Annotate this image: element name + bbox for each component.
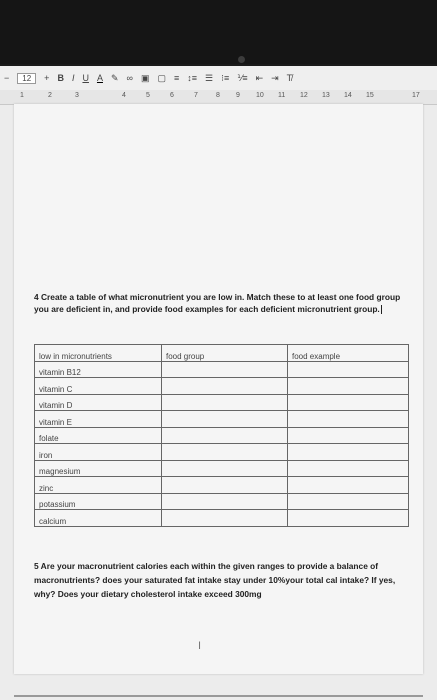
ruler-tick: 10	[256, 92, 264, 99]
table-cell[interactable]	[162, 510, 288, 527]
table-cell[interactable]	[162, 460, 288, 477]
table-cell[interactable]	[288, 444, 409, 461]
ruler-tick: 6	[170, 92, 174, 99]
table-header-cell[interactable]: food group	[162, 345, 288, 362]
table-cell[interactable]	[162, 444, 288, 461]
webcam-dot	[238, 56, 245, 63]
table-cell[interactable]: calcium	[35, 510, 162, 527]
table-cell[interactable]	[288, 427, 409, 444]
table-cell[interactable]	[288, 394, 409, 411]
underline-button[interactable]: U	[82, 73, 89, 83]
ruler-tick: 4	[122, 92, 126, 99]
table-cell[interactable]	[162, 427, 288, 444]
ruler-tick: 7	[194, 92, 198, 99]
line-spacing-icon[interactable]: ↕≡	[187, 73, 197, 83]
page-divider	[14, 695, 423, 697]
mouse-ibeam-icon: I	[198, 640, 202, 652]
formatting-toolbar	[0, 66, 437, 91]
ruler-tick: 12	[300, 92, 308, 99]
numbered-list-icon[interactable]: ⅟≡	[237, 72, 248, 83]
table-cell[interactable]: iron	[35, 444, 162, 461]
ruler	[0, 90, 437, 105]
table-row	[35, 411, 409, 428]
highlight-icon[interactable]: ✎	[110, 72, 119, 83]
question-5-text: 5 Are your macronutrient calories each within the given ranges to provide a balance of macronutrients? does your saturated fat intake stay under 10%your total cal intake? If yes, why? Does your dietary cholesterol intake exceed 300mg	[34, 561, 396, 599]
ruler-tick: 17	[412, 92, 420, 99]
document-page[interactable]	[14, 104, 423, 674]
checklist-icon[interactable]: ☰	[205, 72, 214, 83]
table-cell[interactable]: folate	[35, 427, 162, 444]
text-cursor	[381, 305, 382, 314]
table-cell[interactable]	[288, 361, 409, 378]
table-cell[interactable]	[288, 477, 409, 494]
table-header-cell[interactable]: low in micronutrients	[35, 345, 162, 362]
table-cell[interactable]	[162, 361, 288, 378]
table-row	[35, 361, 409, 378]
table-cell[interactable]	[288, 460, 409, 477]
increase-indent-icon[interactable]: ⇥	[271, 72, 279, 83]
ruler-tick: 15	[366, 92, 374, 99]
ruler-tick: 8	[216, 92, 220, 99]
table-row	[35, 493, 409, 510]
italic-button[interactable]: I	[71, 73, 75, 83]
ruler-tick: 2	[48, 92, 52, 99]
decrease-indent-icon[interactable]: ⇤	[255, 72, 264, 83]
table-cell[interactable]	[162, 378, 288, 395]
ruler-tick: 11	[278, 92, 286, 99]
table-cell[interactable]	[288, 510, 409, 527]
table-cell[interactable]: magnesium	[35, 460, 162, 477]
table-cell[interactable]: vitamin E	[35, 411, 162, 428]
question-4[interactable]	[34, 291, 414, 315]
table-cell[interactable]: zinc	[35, 477, 162, 494]
ruler-tick: 13	[322, 92, 330, 99]
table-cell[interactable]	[162, 493, 288, 510]
ruler-tick: 3	[75, 92, 79, 99]
table-cell[interactable]	[288, 411, 409, 428]
table-cell[interactable]: potassium	[35, 493, 162, 510]
plus-icon[interactable]: +	[44, 73, 50, 83]
bold-button[interactable]: B	[57, 73, 64, 83]
table-cell[interactable]	[288, 378, 409, 395]
table-row	[35, 394, 409, 411]
ruler-tick: 5	[146, 92, 150, 99]
table-row	[35, 427, 409, 444]
table-row	[35, 444, 409, 461]
table-header-row	[35, 345, 409, 362]
ruler-tick: 14	[344, 92, 352, 99]
image-icon[interactable]: ▢	[157, 72, 166, 83]
table-cell[interactable]	[162, 477, 288, 494]
table-row	[35, 477, 409, 494]
table-row	[35, 510, 409, 527]
micronutrient-table[interactable]	[34, 344, 409, 527]
question-5[interactable]	[34, 559, 414, 601]
comment-icon[interactable]: ▣	[140, 72, 150, 83]
clear-formatting-icon[interactable]: T̸	[286, 73, 293, 83]
ruler-tick: 9	[236, 92, 240, 99]
table-cell[interactable]	[288, 493, 409, 510]
table-header-cell[interactable]: food example	[288, 345, 409, 362]
table-cell[interactable]: vitamin C	[35, 378, 162, 395]
table-cell[interactable]: vitamin B12	[35, 361, 162, 378]
bulleted-list-icon[interactable]: ⁝≡	[221, 72, 230, 83]
table-row	[35, 378, 409, 395]
ruler-tick: 1	[20, 92, 24, 99]
minus-icon[interactable]: −	[4, 73, 10, 83]
monitor-bezel	[0, 0, 437, 64]
link-icon[interactable]: ∞	[126, 73, 133, 83]
question-4-text: 4 Create a table of what micronutrient you are low in. Match these to at least one food group you are deficient in, and provide food examples for each deficient micronutrient group.	[34, 292, 401, 314]
align-icon[interactable]: ≡	[173, 73, 180, 83]
font-size-field[interactable]: 12	[17, 73, 36, 84]
table-cell[interactable]	[162, 411, 288, 428]
table-cell[interactable]: vitamin D	[35, 394, 162, 411]
table-row	[35, 460, 409, 477]
table-cell[interactable]	[162, 394, 288, 411]
text-color-button[interactable]: A	[96, 73, 103, 83]
